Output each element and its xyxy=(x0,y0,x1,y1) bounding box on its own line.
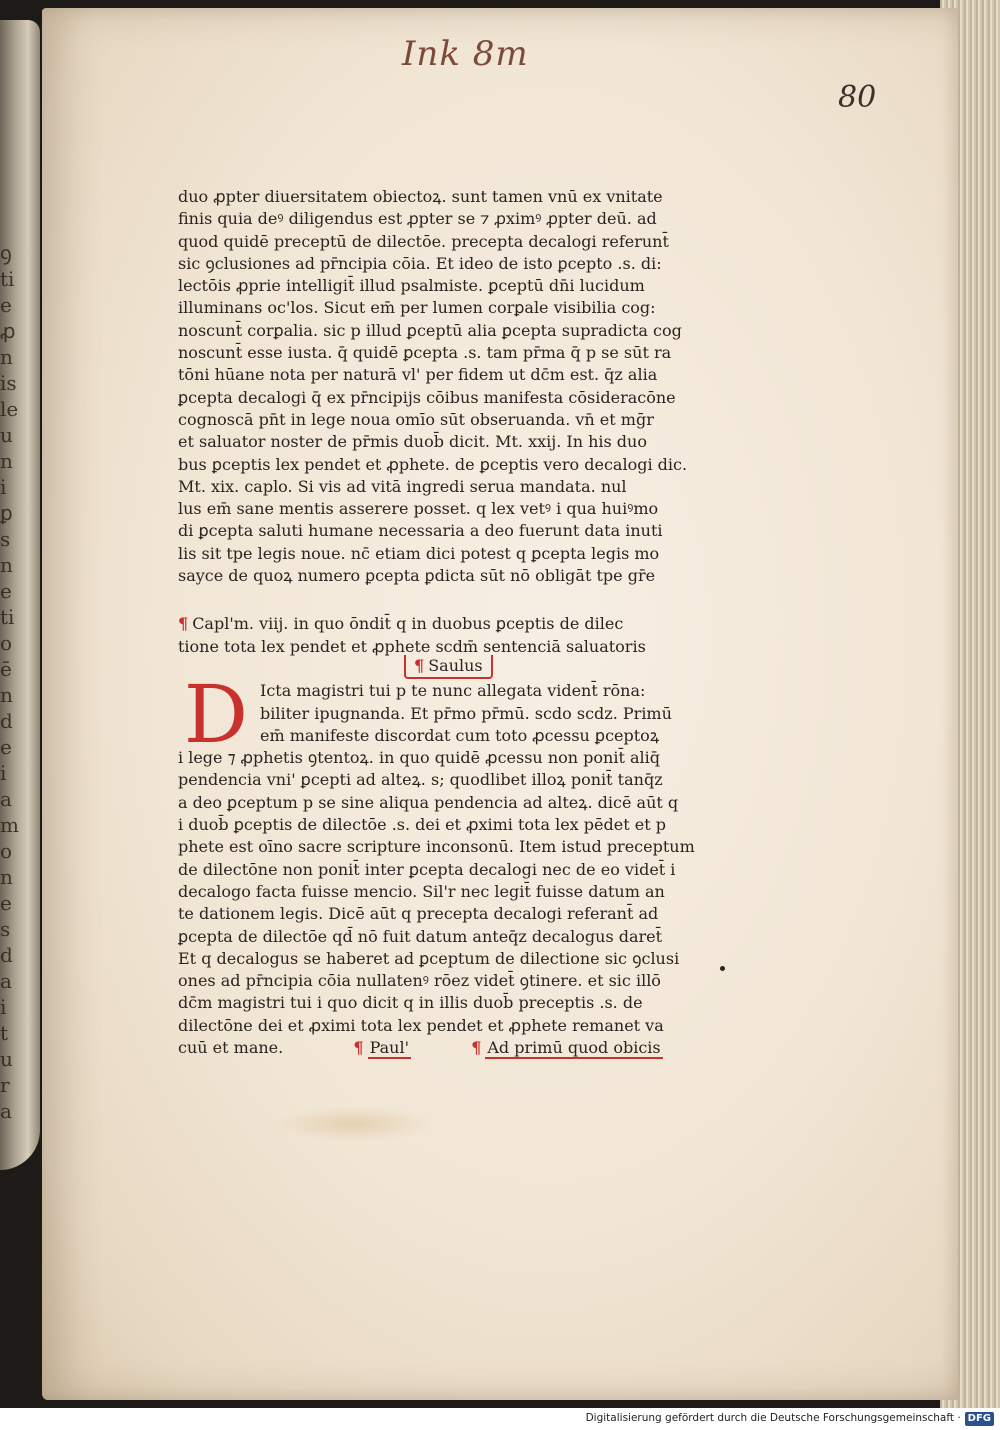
text-line: sayce de quoꝝ numero ꝑcepta ꝑdicta sūt nō obligāt tpe gr̄e xyxy=(178,566,656,586)
text-line: cognoscā pn̄t in lege noua omīo sūt obseruanda. vn̄ et mḡr xyxy=(178,409,654,429)
paper-stain xyxy=(274,1106,434,1142)
speaker-paulus: Paul' xyxy=(369,1037,409,1057)
footer-credit xyxy=(0,1408,1000,1428)
text-line: biliter ipugnanda. Et pr̄mo pr̄mū. scdo scdz. Primū xyxy=(260,703,672,723)
text-line: noscunt̄ esse iusta. q̄ quidē ꝑcepta .s. tam pr̄ma q̄ p se sūt ra xyxy=(178,343,672,363)
margin-dot xyxy=(720,966,725,971)
text-line: ꝑcepta decalogi q̄ ex pr̄ncipijs cōibus manifesta cōsideracōne xyxy=(178,387,676,407)
chapter-heading xyxy=(178,613,718,658)
heading-text: Capl'm. viij. in quo ōndit̄ q in duobus ꝑceptis de dilec xyxy=(192,614,624,634)
text-line: de dilectōne non ponit̄ inter ꝑcepta decalogi nec de eo videt̄ i xyxy=(178,859,676,879)
credit-text: Digitalisierung gefördert durch die Deutsche Forschungsgemeinschaft · xyxy=(585,1412,961,1424)
dfg-logo: DFG xyxy=(965,1412,994,1426)
text-line: illuminans oc'los. Sicut em̄ per lumen corꝑale visibilia cog: xyxy=(178,298,656,318)
reply-start: Ad primū quod obicis xyxy=(487,1037,661,1057)
text-line: duo ꝓpter diuersitatem obiectoꝝ. sunt tamen vnū ex vnitate xyxy=(178,187,663,206)
text-line: lectōis ꝓprie intelligit̄ illud psalmiste. ꝑceptū dn̄i lucidum xyxy=(178,276,645,296)
text-line: i duob̄ ꝑceptis de dilectōe .s. dei et ꝓximi tota lex pēdet et p xyxy=(178,815,666,835)
paragraph-1 xyxy=(178,186,718,587)
text-line: decalogo facta fuisse mencio. Sil'r nec legit̄ fuisse datum an xyxy=(178,881,665,901)
text-line: dc̄m magistri tui i quo dicit q in illis duob̄ preceptis .s. de xyxy=(178,993,643,1013)
text-line: i lege ⁊ ꝓphetis ꝯtentoꝝ. in quo quidē ꝓcessu non ponit̄ aliq̄ xyxy=(178,748,660,768)
text-line: te dationem legis. Dicē aūt q precepta decalogi referant̄ ad xyxy=(178,904,659,924)
decorated-initial: D xyxy=(183,668,249,762)
heading-line xyxy=(178,613,718,635)
text-line: sic ꝯclusiones ad pr̄ncipia cōia. Et ideo de isto ꝑcepto .s. di: xyxy=(178,253,662,273)
text-line: et saluator noster de pr̄mis duob̄ dicit. Mt. xxij. In his duo xyxy=(178,432,647,452)
paragraph-2 xyxy=(178,668,718,1059)
text-line: dilectōne dei et ꝓximi tota lex pendet et ꝓphete remanet va xyxy=(178,1015,664,1035)
left-page-fragment: ꝯ ti e ꝓ n is le u n i ꝑ s n e ti o ē n d e i a m o n e s d a i t u r a xyxy=(0,241,19,1123)
paragraph-gap xyxy=(178,587,718,613)
paragraph-mark-icon: ¶ xyxy=(353,1037,364,1057)
paragraph-mark-icon: ¶ xyxy=(414,656,425,675)
line-end-text: cuū et mane. xyxy=(178,1037,284,1057)
text-line: ꝑcepta de dilectōe qd̄ nō fuit datum anteq̄z decalogus daret̄ xyxy=(178,926,663,946)
text-line: em̄ manifeste discordat cum toto ꝓcessu ꝑceptoꝝ xyxy=(260,725,660,745)
text-line: a deo ꝑceptum p se sine aliqua pendencia ad alteꝝ. dicē aūt q xyxy=(178,792,679,812)
text-line: lis sit tpe legis noue. nc̄ etiam dici potest q ꝑcepta legis mo xyxy=(178,543,660,563)
text-line: finis quia deꝰ diligendus est ꝓpter se ⁊ ꝓximꝰ ꝓpter deū. ad xyxy=(178,209,657,229)
paragraph-mark-icon: ¶ xyxy=(471,1037,482,1057)
folio-number: 80 xyxy=(838,80,877,115)
text-line: di ꝑcepta saluti humane necessaria a deo fuerunt data inuti xyxy=(178,521,663,541)
speaker-name: Saulus xyxy=(428,656,483,675)
text-line: noscunt̄ corꝑalia. sic p illud ꝑceptū alia ꝑcepta supradicta cog xyxy=(178,320,682,340)
heading-line: tione tota lex pendet et ꝓphete scdm̄ sentenciā saluatoris xyxy=(178,636,646,656)
text-line: lus em̄ sane mentis asserere posset. q lex vetꝰ i qua huiꝰmo xyxy=(178,499,659,519)
text-line: ones ad pr̄ncipia cōia nullatenꝰ rōez videt̄ ꝯtinere. et sic illō xyxy=(178,971,661,991)
text-line: tōni hūane nota per naturā vl' per fidem ut dc̄m est. q̄z alia xyxy=(178,365,658,385)
text-line: Mt. xix. caplo. Si vis ad vitā ingredi serua mandata. nul xyxy=(178,476,627,496)
text-line: pendencia vni' ꝑcepti ad alteꝝ. s; quodlibet illoꝝ ponit̄ tanq̄z xyxy=(178,770,663,790)
paragraph-mark-icon: ¶ xyxy=(178,614,189,634)
text-line: phete est oīno sacre scripture inconsonū. Item istud preceptum xyxy=(178,837,695,857)
last-text-line xyxy=(178,1037,718,1059)
text-line: Et q decalogus se haberet ad ꝑceptum de dilectione sic ꝯclusi xyxy=(178,948,680,968)
text-line: bus ꝑceptis lex pendet et ꝓphete. de ꝑceptis vero decalogi dic. xyxy=(178,454,688,474)
speaker-saulus xyxy=(404,655,493,679)
left-page-edge xyxy=(0,20,40,1170)
text-block xyxy=(178,186,718,1059)
shelfmark-annotation: Ink 8m xyxy=(402,34,529,74)
text-line: quod quidē preceptū de dilectōe. precepta decalogi referunt̄ xyxy=(178,231,669,251)
text-line: Icta magistri tui p te nunc allegata vident̄ rōna: xyxy=(260,681,646,701)
